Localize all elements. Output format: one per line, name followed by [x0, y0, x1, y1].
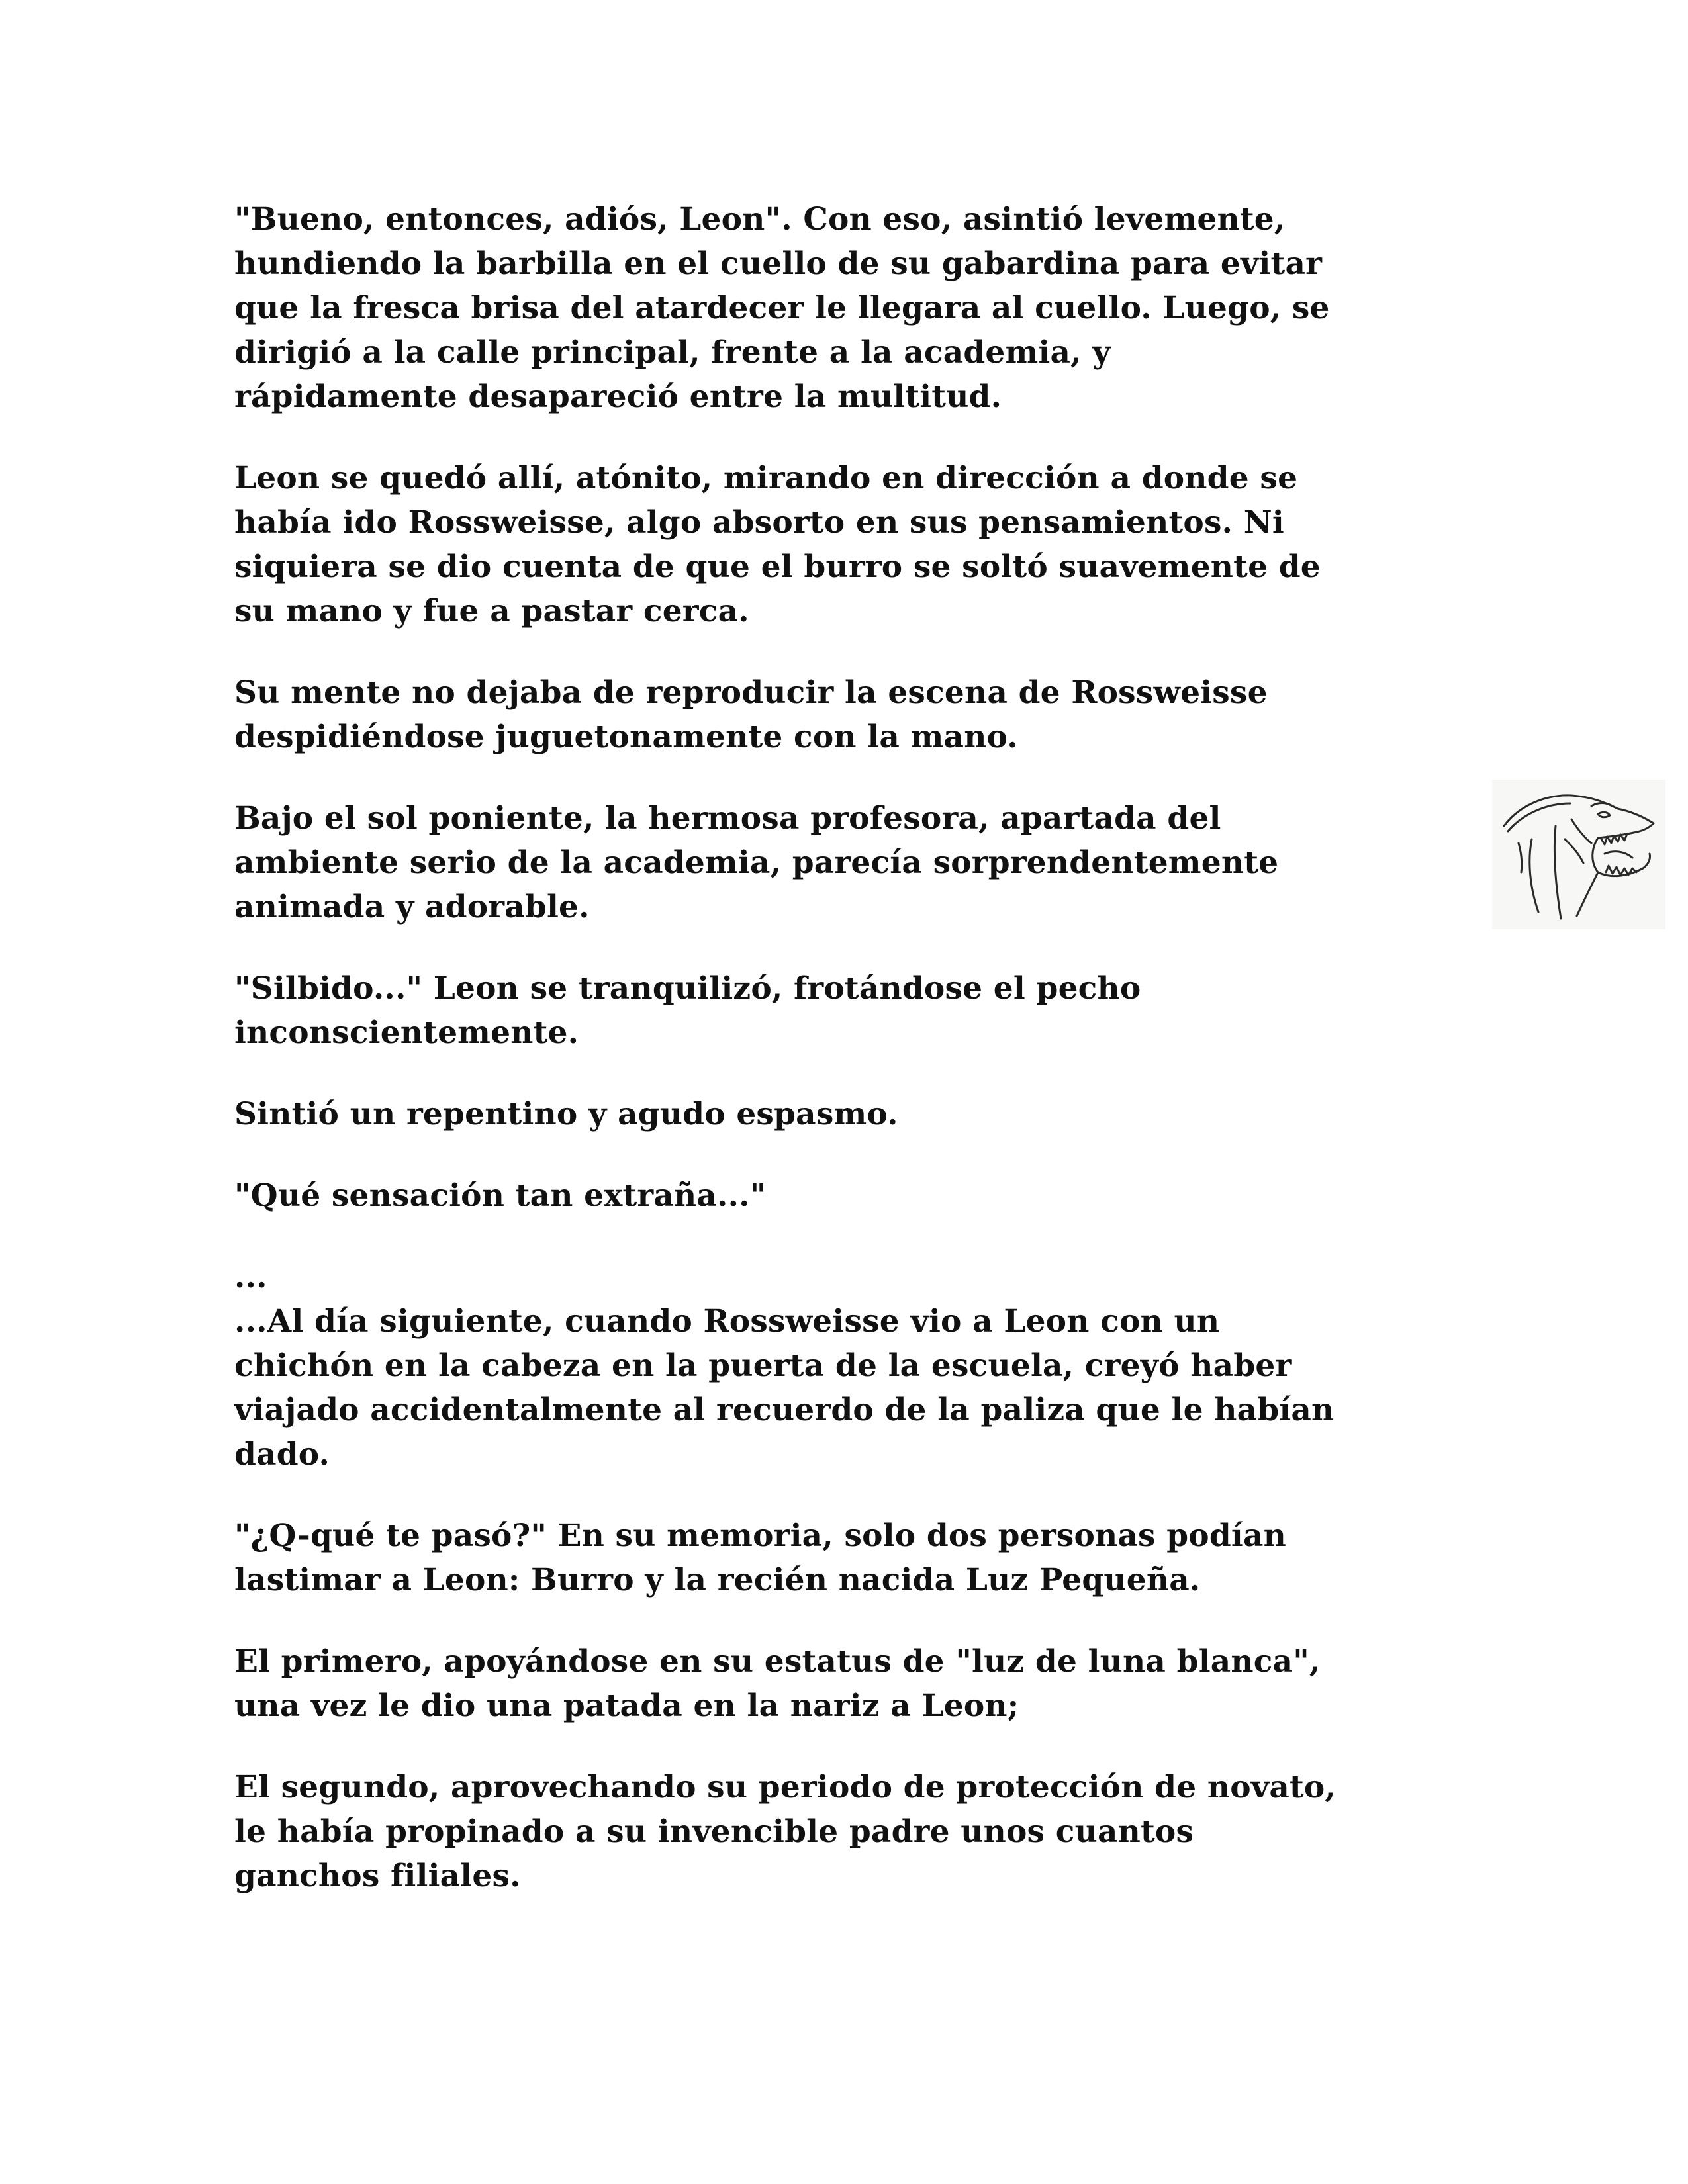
paragraph-10: El primero, apoyándose en su estatus de "luz de luna blanca", una vez le dio una patada en la nariz a Leon;	[234, 1643, 1321, 1724]
paragraph-6: Sintió un repentino y agudo espasmo.	[234, 1096, 898, 1132]
paragraph-5: "Silbido..." Leon se tranquilizó, frotándose el pecho inconscientemente.	[234, 970, 1141, 1051]
paragraph-9: "¿Q-qué te pasó?" En su memoria, solo dos personas podían lastimar a Leon: Burro y la recién nacida Luz Pequeña.	[234, 1518, 1286, 1598]
paragraph-4: Bajo el sol poniente, la hermosa profesora, apartada del ambiente serio de la academia, parecía sorprendentemente animada y adorable.	[234, 800, 1279, 925]
dinosaur-head-sketch-icon	[1492, 780, 1665, 929]
scene-break: ...	[234, 1259, 267, 1295]
paragraph-3: Su mente no dejaba de reproducir la escena de Rossweisse despidiéndose juguetonamente con la mano.	[234, 674, 1268, 755]
paragraph-1: "Bueno, entonces, adiós, Leon". Con eso, asintió levemente, hundiendo la barbilla en el cuello de su gabardina para evitar que la fresca brisa del atardecer le llegara al cuello. Luego, se dirigió a la calle principal, frente a la academia, y rápidamente desapareció entre la multitud.	[234, 201, 1330, 415]
paragraph-7: "Qué sensación tan extraña..."	[234, 1177, 767, 1214]
document-body	[234, 197, 1479, 1935]
paragraph-2: Leon se quedó allí, atónito, mirando en dirección a donde se había ido Rossweisse, algo absorto en sus pensamientos. Ni siquiera se dio cuenta de que el burro se soltó suavemente de su mano y fue a pastar cerca.	[234, 460, 1321, 629]
paragraph-8: ...Al día siguiente, cuando Rossweisse vio a Leon con un chichón en la cabeza en la puerta de la escuela, creyó haber viajado accidentalmente al recuerdo de la paliza que le habían dado.	[234, 1303, 1335, 1473]
paragraph-11: El segundo, aprovechando su periodo de protección de novato, le había propinado a su invencible padre unos cuantos ganchos filiales.	[234, 1769, 1336, 1894]
